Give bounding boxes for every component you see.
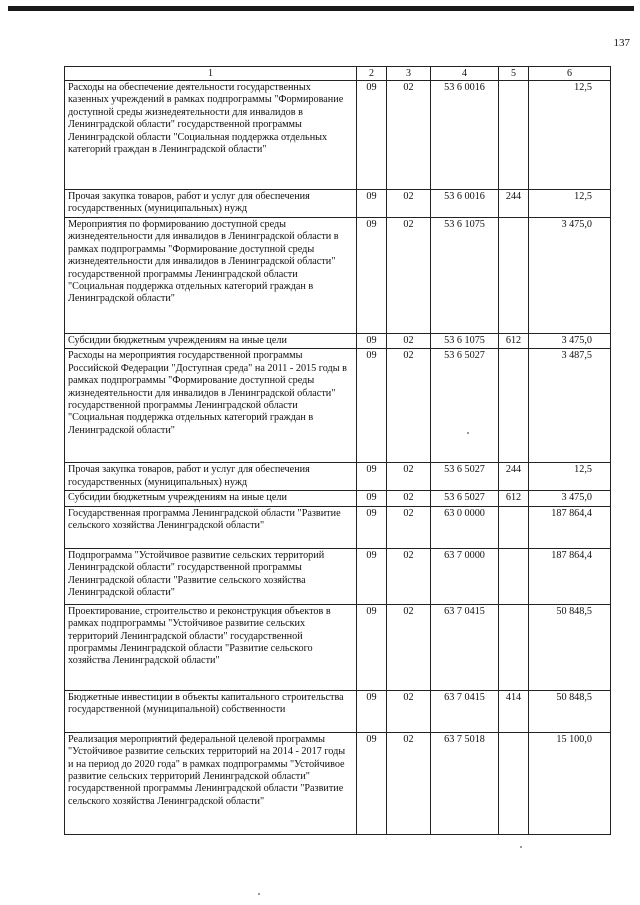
- scan-speck: [467, 432, 469, 434]
- table-row: [65, 349, 611, 463]
- expense-type-code: 244: [499, 463, 529, 491]
- expense-name: Мероприятия по формированию доступной среды жизнедеятельности для инвалидов в Ленинградской области в рамках подпрограммы "Формирование доступной среды жизнедеятельности для инвалидов в Ленинградской области" государственной программы Ленинградской области "Социальная поддержка отдельных категорий граждан в Ленинградской области": [65, 218, 357, 334]
- target-article-code: 53 6 1075: [431, 218, 499, 334]
- subsection-code: 02: [387, 463, 431, 491]
- subsection-code: 02: [387, 218, 431, 334]
- target-article-code: 63 7 0000: [431, 548, 499, 604]
- expense-name: Расходы на обеспечение деятельности государственных казенных учреждений в рамках подпрограммы "Формирование доступной среды жизнедеятельности для инвалидов в Ленинградской области" государственной программы Ленинградской области "Социальная поддержка отдельных категорий граждан в Ленинградской области": [65, 81, 357, 190]
- header-cell: 1: [65, 67, 357, 81]
- target-article-code: 63 7 0415: [431, 604, 499, 690]
- scan-speck: [520, 846, 522, 848]
- table-row: [65, 463, 611, 491]
- subsection-code: 02: [387, 604, 431, 690]
- expense-type-code: [499, 349, 529, 463]
- amount: 3 475,0: [529, 334, 611, 349]
- section-code: 09: [357, 732, 387, 834]
- section-code: 09: [357, 334, 387, 349]
- expense-type-code: 414: [499, 690, 529, 732]
- page-top-border: [8, 6, 634, 11]
- subsection-code: 02: [387, 81, 431, 190]
- table-row: [65, 548, 611, 604]
- table-row: [65, 690, 611, 732]
- expense-type-code: 612: [499, 334, 529, 349]
- section-code: 09: [357, 548, 387, 604]
- header-cell: 6: [529, 67, 611, 81]
- amount: 12,5: [529, 81, 611, 190]
- table-row: [65, 334, 611, 349]
- subsection-code: 02: [387, 690, 431, 732]
- header-cell: 4: [431, 67, 499, 81]
- section-code: 09: [357, 81, 387, 190]
- section-code: 09: [357, 190, 387, 218]
- table-row: [65, 732, 611, 834]
- table-row: [65, 190, 611, 218]
- section-code: 09: [357, 690, 387, 732]
- expense-name: Расходы на мероприятия государственной программы Российской Федерации "Доступная среда" на 2011 - 2015 годы в рамках подпрограммы "Формирование доступной среды жизнедеятельности для инвалидов в Ленинградской области" государственной программы Ленинградской области "Социальная поддержка отдельных категорий граждан в Ленинградской области": [65, 349, 357, 463]
- table-row: [65, 491, 611, 506]
- table-row: [65, 218, 611, 334]
- amount: 3 475,0: [529, 218, 611, 334]
- expense-type-code: [499, 218, 529, 334]
- section-code: 09: [357, 463, 387, 491]
- amount: 50 848,5: [529, 690, 611, 732]
- expense-name: Прочая закупка товаров, работ и услуг для обеспечения государственных (муниципальных) нужд: [65, 463, 357, 491]
- table-header-row: [65, 67, 611, 81]
- header-cell: 5: [499, 67, 529, 81]
- expense-name: Прочая закупка товаров, работ и услуг для обеспечения государственных (муниципальных) нужд: [65, 190, 357, 218]
- expense-type-code: [499, 548, 529, 604]
- amount: 15 100,0: [529, 732, 611, 834]
- target-article-code: 53 6 1075: [431, 334, 499, 349]
- expense-name: Субсидии бюджетным учреждениям на иные цели: [65, 334, 357, 349]
- amount: 3 475,0: [529, 491, 611, 506]
- expense-name: Реализация мероприятий федеральной целевой программы "Устойчивое развитие сельских территорий на 2014 - 2017 годы и на период до 2020 года" в рамках подпрограммы "Устойчивое развитие сельских территорий Ленинградской области" государственной программы Ленинградской области "Развитие сельского хозяйства Ленинградской области": [65, 732, 357, 834]
- subsection-code: 02: [387, 349, 431, 463]
- expense-type-code: [499, 604, 529, 690]
- target-article-code: 53 6 0016: [431, 81, 499, 190]
- amount: 187 864,4: [529, 506, 611, 548]
- section-code: 09: [357, 604, 387, 690]
- target-article-code: 63 7 5018: [431, 732, 499, 834]
- table-row: [65, 506, 611, 548]
- expense-type-code: [499, 506, 529, 548]
- header-cell: 2: [357, 67, 387, 81]
- expense-name: Субсидии бюджетным учреждениям на иные цели: [65, 491, 357, 506]
- target-article-code: 63 0 0000: [431, 506, 499, 548]
- expense-name: Государственная программа Ленинградской области "Развитие сельского хозяйства Ленинградской области": [65, 506, 357, 548]
- section-code: 09: [357, 491, 387, 506]
- target-article-code: 53 6 5027: [431, 491, 499, 506]
- page-number: 137: [613, 37, 630, 49]
- budget-table: [64, 66, 611, 835]
- table-row: [65, 604, 611, 690]
- expense-name: Подпрограмма "Устойчивое развитие сельских территорий Ленинградской области" государственной программы Ленинградской области "Развитие сельского хозяйства Ленинградской области": [65, 548, 357, 604]
- amount: 187 864,4: [529, 548, 611, 604]
- amount: 12,5: [529, 463, 611, 491]
- expense-name: Бюджетные инвестиции в объекты капитального строительства государственной (муниципальной) собственности: [65, 690, 357, 732]
- section-code: 09: [357, 349, 387, 463]
- expense-type-code: [499, 81, 529, 190]
- expense-type-code: 244: [499, 190, 529, 218]
- target-article-code: 53 6 5027: [431, 349, 499, 463]
- amount: 50 848,5: [529, 604, 611, 690]
- subsection-code: 02: [387, 548, 431, 604]
- table-row: [65, 81, 611, 190]
- header-cell: 3: [387, 67, 431, 81]
- target-article-code: 53 6 5027: [431, 463, 499, 491]
- subsection-code: 02: [387, 190, 431, 218]
- expense-type-code: 612: [499, 491, 529, 506]
- section-code: 09: [357, 506, 387, 548]
- target-article-code: 63 7 0415: [431, 690, 499, 732]
- amount: 3 487,5: [529, 349, 611, 463]
- expense-type-code: [499, 732, 529, 834]
- subsection-code: 02: [387, 732, 431, 834]
- scan-speck: [258, 893, 260, 895]
- amount: 12,5: [529, 190, 611, 218]
- expense-name: Проектирование, строительство и реконструкция объектов в рамках подпрограммы "Устойчивое развитие сельских территорий Ленинградской области" государственной программы Ленинградской области "Развитие сельского хозяйства Ленинградской области": [65, 604, 357, 690]
- subsection-code: 02: [387, 506, 431, 548]
- section-code: 09: [357, 218, 387, 334]
- target-article-code: 53 6 0016: [431, 190, 499, 218]
- subsection-code: 02: [387, 491, 431, 506]
- subsection-code: 02: [387, 334, 431, 349]
